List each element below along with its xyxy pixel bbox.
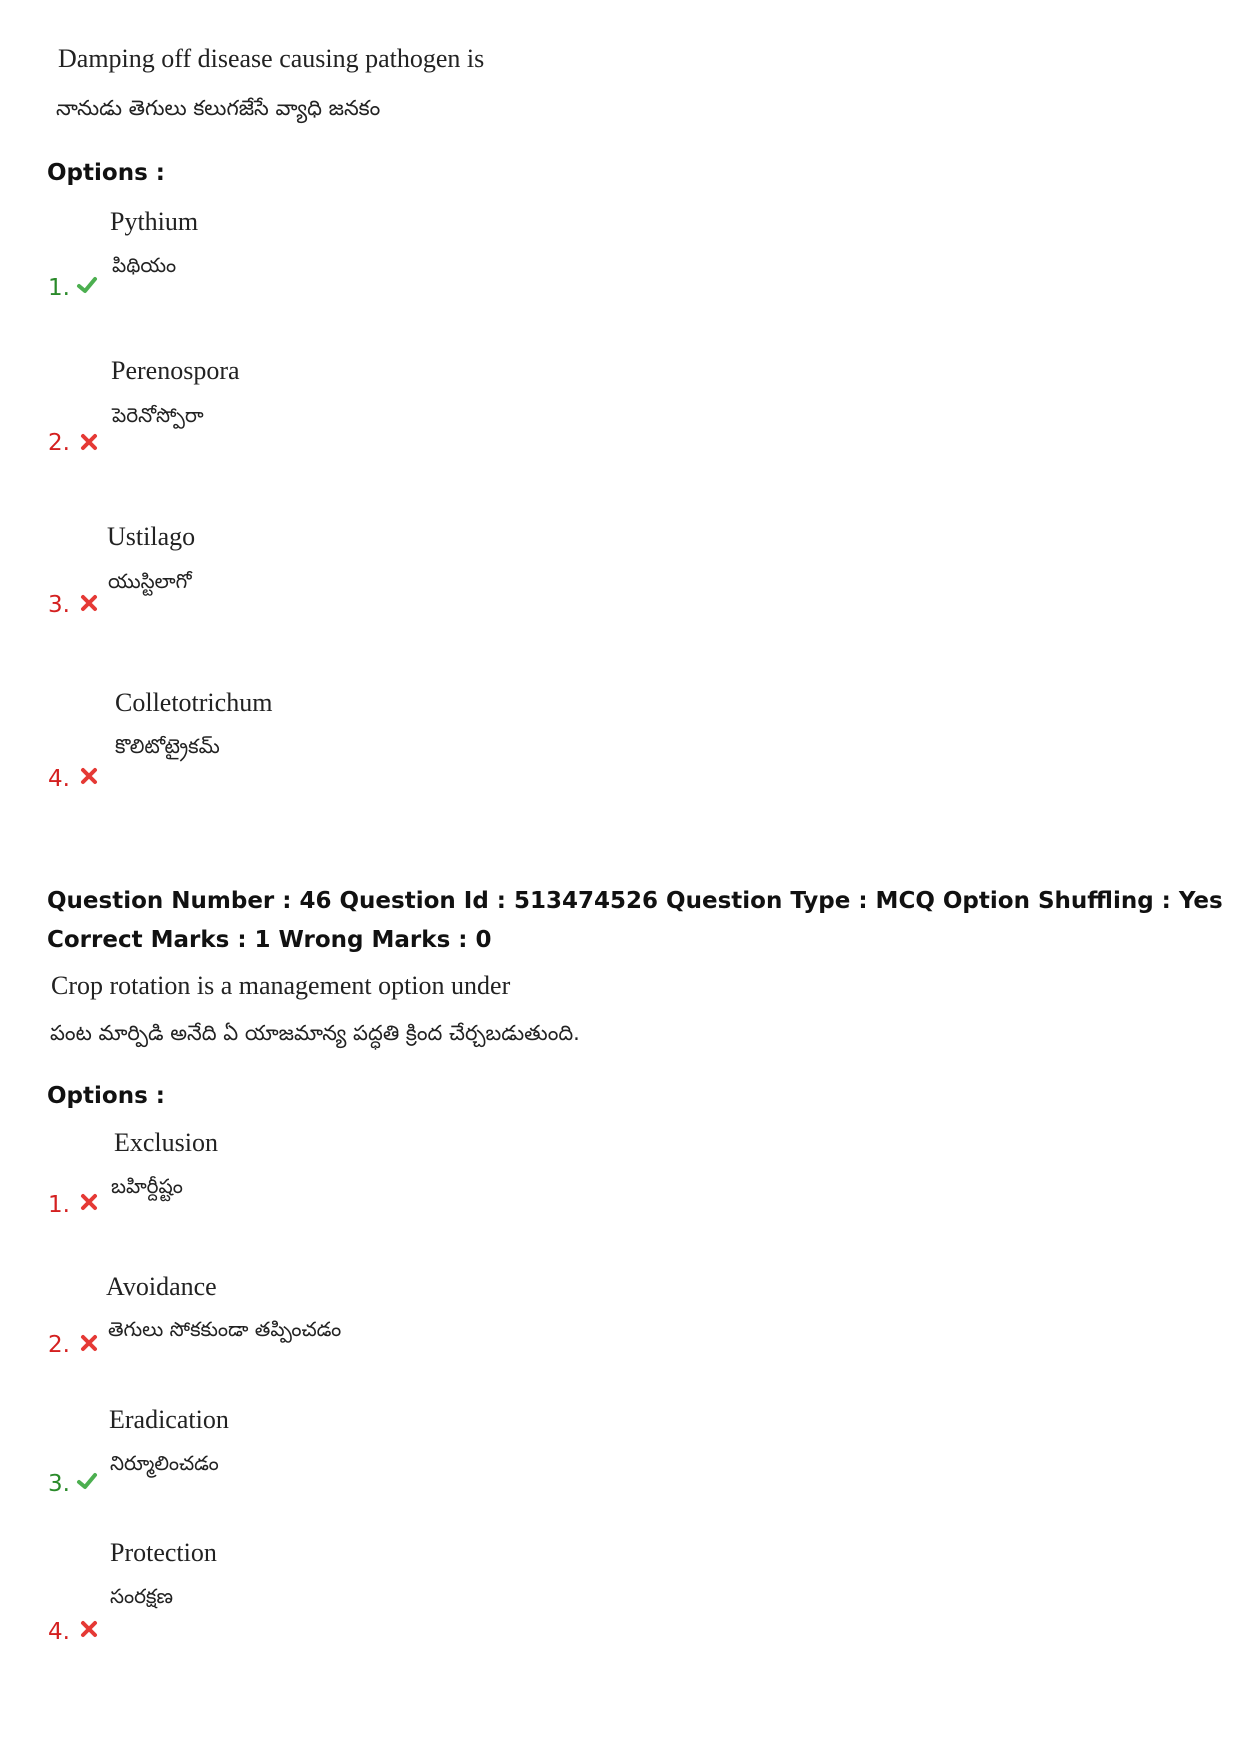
option-text-en: Ustilago — [107, 522, 196, 551]
option-text-te: కొలిటోట్రైకమ్ — [115, 734, 220, 758]
question-meta-line: Question Number : 46 Question Id : 513474526 Question Type : MCQ Option Shuffling : Yes — [47, 888, 1223, 914]
option-number: 3. — [48, 1471, 70, 1497]
question-text-en: Damping off disease causing pathogen is — [58, 44, 485, 73]
question-marks-line: Correct Marks : 1 Wrong Marks : 0 — [47, 927, 492, 953]
option-number: 3. — [48, 592, 70, 618]
option-text-te: నిర్మూలించడం — [110, 1451, 219, 1475]
option-number: 1. — [48, 275, 70, 301]
question-text-te: నానుడు తెగులు కలుగజేసే వ్యాధి జనకం — [56, 96, 381, 120]
option-text-te: యుస్టిలాగో — [108, 569, 192, 593]
cross-icon — [78, 765, 100, 787]
options-label: Options : — [47, 160, 165, 186]
question-text-en: Crop rotation is a management option under — [51, 971, 511, 1000]
option-number: 4. — [48, 1619, 70, 1645]
option-number: 4. — [48, 766, 70, 792]
cross-icon — [78, 1332, 100, 1354]
check-icon — [76, 274, 98, 296]
option-text-te: పెరెనోస్పోరా — [112, 403, 204, 427]
question-text-te: పంట మార్పిడి అనేది ఏ యాజమాన్య పద్ధతి క్రింద చేర్చబడుతుంది. — [50, 1021, 580, 1045]
cross-icon — [78, 431, 100, 453]
option-text-te: బహిర్దీష్టం — [111, 1174, 183, 1198]
option-text-te: సంరక్షణ — [110, 1584, 173, 1608]
option-number: 2. — [48, 430, 70, 456]
option-number: 2. — [48, 1332, 70, 1358]
cross-icon — [78, 592, 100, 614]
options-label: Options : — [47, 1083, 165, 1109]
option-text-en: Pythium — [110, 207, 199, 236]
option-text-te: తెగులు సోకకుండా తప్పించడం — [108, 1317, 342, 1341]
option-text-en: Eradication — [109, 1405, 229, 1434]
cross-icon — [78, 1191, 100, 1213]
check-icon — [76, 1470, 98, 1492]
option-text-en: Perenospora — [111, 356, 240, 385]
cross-icon — [78, 1618, 100, 1640]
option-text-en: Protection — [110, 1538, 217, 1567]
option-text-te: పిథియం — [112, 253, 177, 277]
option-text-en: Exclusion — [114, 1128, 218, 1157]
option-number: 1. — [48, 1192, 70, 1218]
option-text-en: Avoidance — [106, 1272, 217, 1301]
option-text-en: Colletotrichum — [115, 688, 273, 717]
